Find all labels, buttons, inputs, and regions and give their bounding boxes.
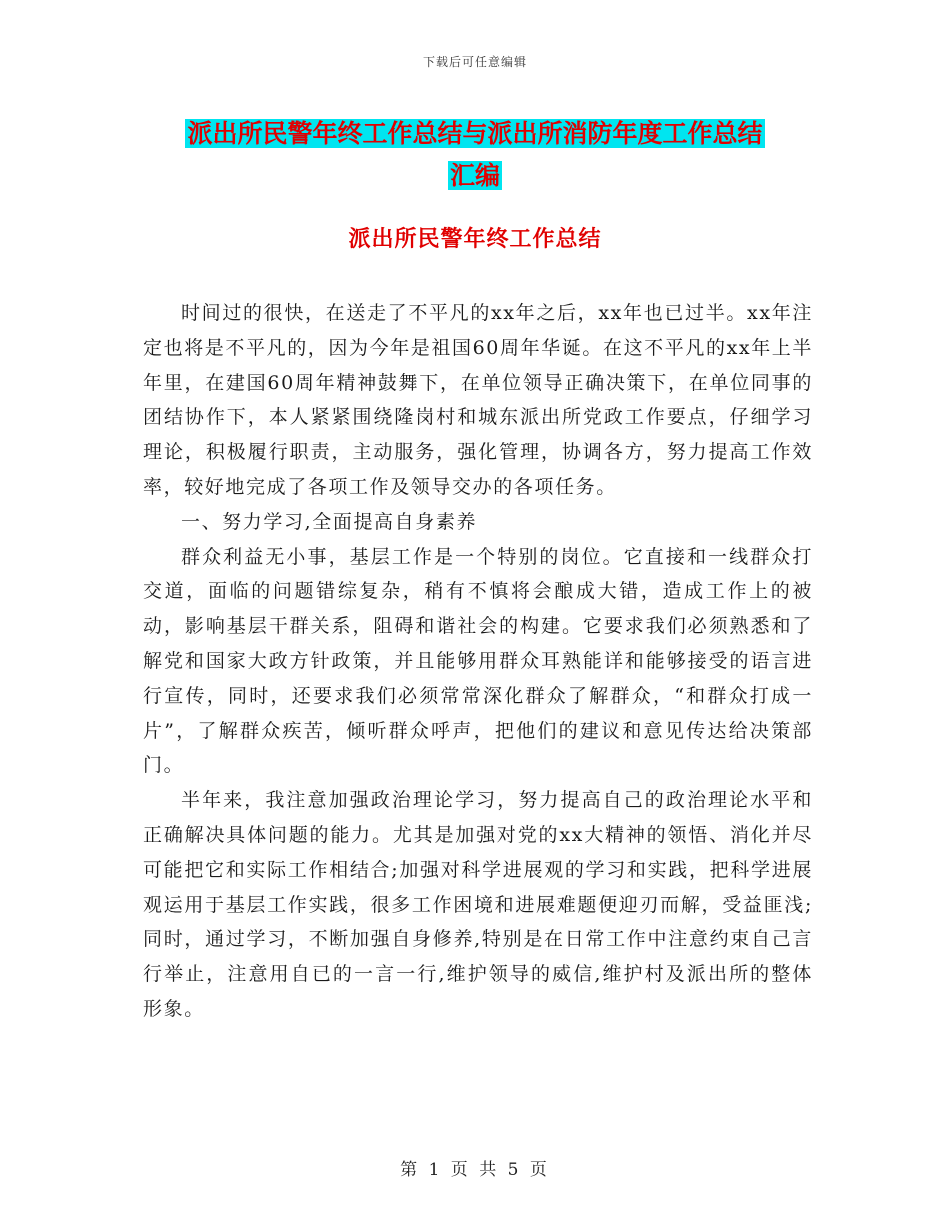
paragraph-heading-1: 一、努力学习,全面提高自身素养 <box>181 510 478 533</box>
header-note: 下载后可任意编辑 <box>422 55 527 69</box>
main-title-line-2: 汇编 <box>449 161 500 190</box>
main-title-line-1: 派出所民警年终工作总结与派出所消防年度工作总结 <box>187 119 763 148</box>
body-text <box>143 296 813 1027</box>
paragraph-intro: 时间过的很快，在送走了不平凡的xx年之后，xx年也已过半。xx年注定也将是不平凡的，因为今年是祖国60周年华诞。在这不平凡的xx年上半年里，在建国60周年精神鼓舞下，在单位领导正确决策下，在单位同事的团结协作下，本人紧紧围绕隆岗村和城东派出所党政工作要点，仔细学习理论，积极履行职责，主动服务，强化管理，协调各方，努力提高工作效率，较好地完成了各项工作及领导交办的各项任务。 <box>143 302 814 498</box>
section-title: 派出所民警年终工作总结 <box>348 227 602 252</box>
page-footer: 第 1 页 共 5 页 <box>400 1160 550 1180</box>
paragraph-3: 半年来，我注意加强政治理论学习，努力提高自己的政治理论水平和正确解决具体问题的能力。尤其是加强对党的xx大精神的领悟、消化并尽可能把它和实际工作相结合;加强对科学进展观的学习和实践，把科学进展观运用于基层工作实践，很多工作困境和进展难题便迎刃而解，受益匪浅;同时，通过学习，不断加强自身修养,特别是在日常工作中注意约束自己言行举止，注意用自已的一言一行,维护领导的威信,维护村及派出所的整体形象。 <box>143 789 813 1020</box>
paragraph-2: 群众利益无小事，基层工作是一个特别的岗位。它直接和一线群众打交道，面临的问题错综复杂，稍有不慎将会酿成大错，造成工作上的被动，影响基层干群关系，阻碍和谐社会的构建。它要求我们必须熟悉和了解党和国家大政方针政策，并且能够用群众耳熟能详和能够接受的语言进行宣传，同时，还要求我们必须常常深化群众了解群众，“和群众打成一片”，了解群众疾苦，倾听群众呼声，把他们的建议和意见传达给决策部门。 <box>143 545 813 777</box>
main-title <box>140 113 810 197</box>
